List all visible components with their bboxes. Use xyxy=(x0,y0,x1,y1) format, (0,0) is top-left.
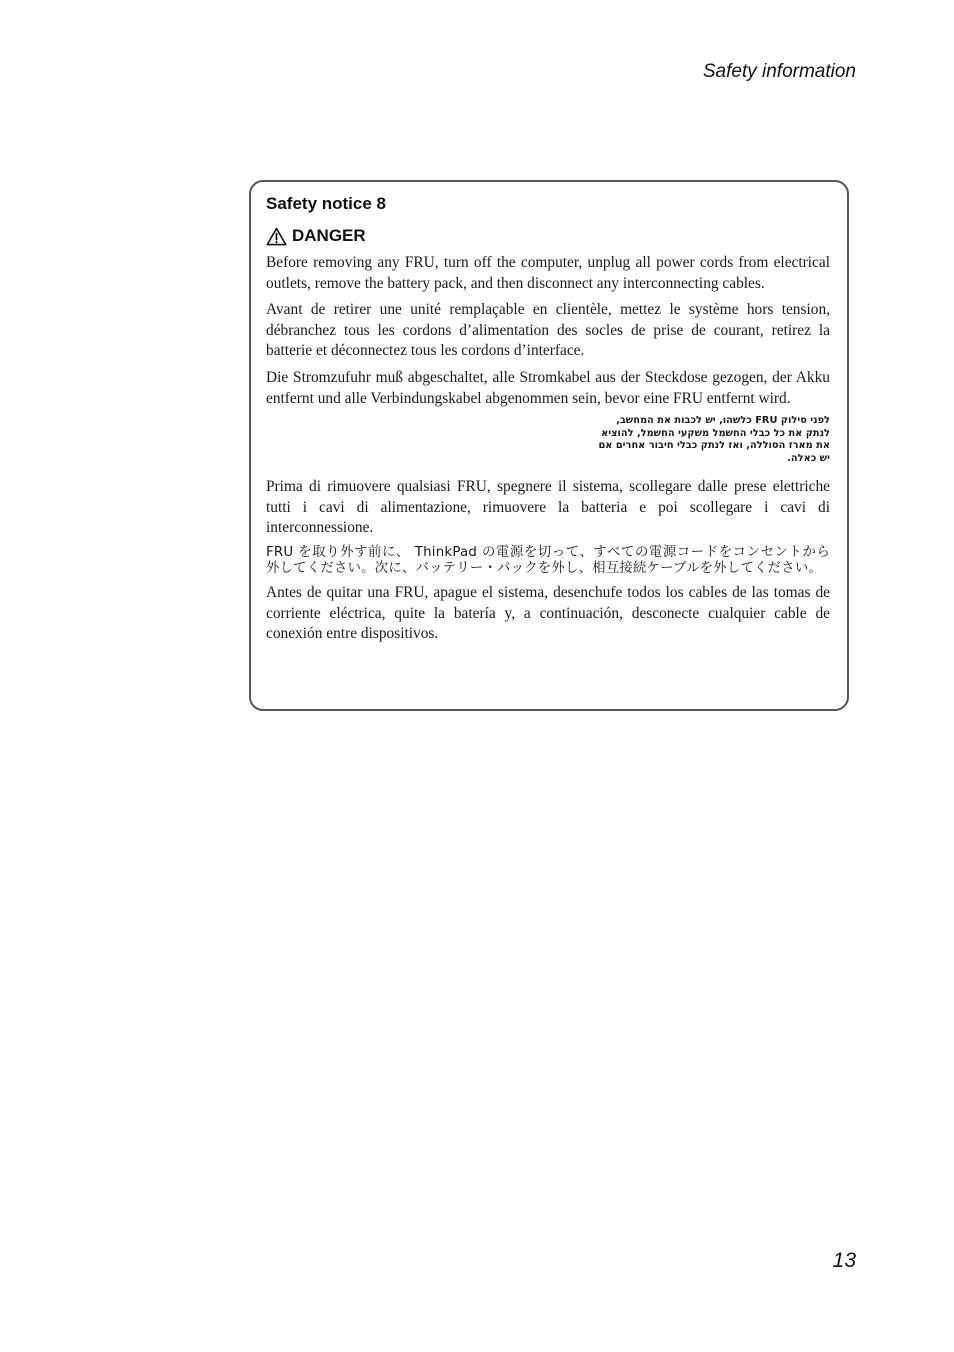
notice-paragraph-german: Die Stromzufuhr muß abgeschaltet, alle Stromkabel aus der Steckdose gezogen, der Akku entfernt und alle Verbindungskabel abgenommen sein, bevor eine FRU entfernt wird. xyxy=(266,368,830,407)
notice-paragraph-japanese: FRU を取り外す前に、 ThinkPad の電源を切って、すべての電源コードをコンセントから外してください。次に、バッテリー・パックを外し、相互接続ケーブルを外してください。 xyxy=(266,544,830,576)
warning-triangle-icon xyxy=(266,227,287,246)
safety-notice-box xyxy=(249,180,849,711)
page-number: 13 xyxy=(832,1249,856,1272)
danger-heading xyxy=(266,226,830,246)
notice-paragraph-french: Avant de retirer une unité remplaçable en clientèle, mettez le système hors tension, débranchez tous les cordons d’alimentation des socles de prise de courant, retirez la batterie et déconnectez tous les cordons d’interface. xyxy=(266,301,830,360)
notice-paragraph-spanish: Antes de quitar una FRU, apague el sistema, desenchufe todos los cables de las tomas de corriente eléctrica, quite la batería y, a continuación, desconecte cualquier cable de conexión entre dispositivos. xyxy=(266,583,830,643)
danger-label: DANGER xyxy=(292,226,366,245)
running-header: Safety information xyxy=(702,61,856,82)
notice-paragraph-english: Before removing any FRU, turn off the computer, unplug all power cords from electrical outlets, remove the battery pack, and then disconnect any interconnecting cables. xyxy=(266,254,830,292)
notice-paragraph-hebrew: לפני סילוק FRU כלשהו, יש לכבות את המחשב, לנתק את כל כבלי החשמל משקעי החשמל, להוציא את מארז הסוללה, ואז לנתק כבלי חיבור אחרים אם יש כאלה. xyxy=(598,415,830,464)
notice-title: Safety notice 8 xyxy=(266,194,386,213)
notice-paragraph-italian: Prima di rimuovere qualsiasi FRU, spegnere il sistema, scollegare dalle prese elettriche tutti i cavi di alimentazione, rimuovere la batteria e poi scollegare i cavi di interconnessione. xyxy=(266,478,830,537)
